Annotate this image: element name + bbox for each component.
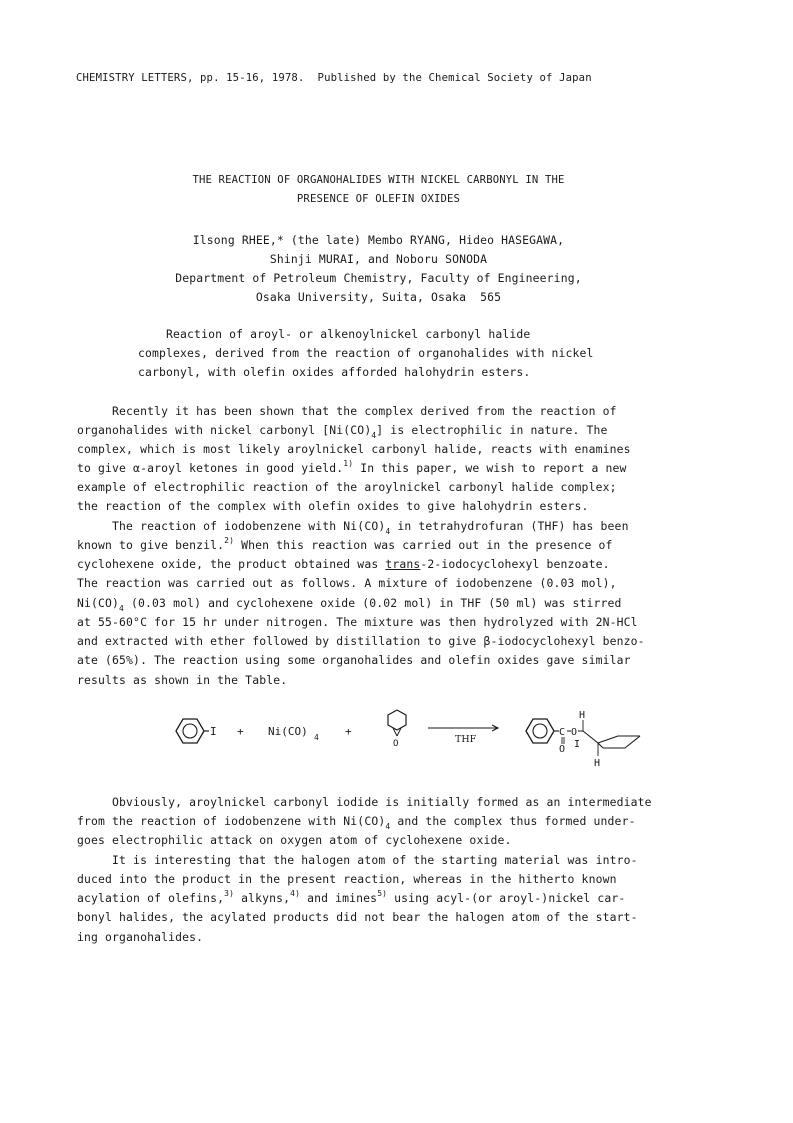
plus-sign: + — [345, 725, 352, 738]
reference-marker: 2) — [224, 536, 235, 545]
carbonyl-oxygen-label: O — [559, 744, 566, 755]
body-text-line: the reaction of the complex with olefin oxides to give halohydrin esters. — [77, 499, 589, 513]
body-text-line: Obviously, aroylnickel carbonyl iodide is initially formed as an intermediate — [77, 795, 652, 809]
abstract-line-1: Reaction of aroyl- or alkenoylnickel carbonyl halide — [138, 327, 531, 341]
body-text-line: goes electrophilic attack on oxygen atom of cyclohexene oxide. — [77, 833, 512, 847]
body-text-line: acylation of olefins,$^{3)}$ alkyns,$^{4)}$ and imines$^{5)}$ using acyl-(or aroyl-)nickel car- — [77, 889, 626, 905]
body-text-line: The reaction was carried out as follows. A mixture of iodobenzene (0.03 mol), — [77, 576, 617, 590]
reaction-scheme — [170, 706, 650, 776]
body-text-line: cyclohexene oxide, the product obtained was trans-2-iodocyclohexyl benzoate. — [77, 557, 610, 571]
body-text-line: complex, which is most likely aroylnickel carbonyl halide, reacts with enamines — [77, 442, 631, 456]
carbonyl-carbon-label: C — [559, 727, 566, 738]
authors-line-1: Ilsong RHEE,* (the late) Membo RYANG, Hideo HASEGAWA, — [192, 233, 565, 247]
hydrogen-bottom-label: H — [594, 758, 601, 769]
body-text-line: $Ni(CO)_4$ (0.03 mol) and cyclohexene oxide (0.02 mol) in THF (50 ml) was stirred — [77, 596, 622, 613]
body-text-line: Recently it has been shown that the complex derived from the reaction of — [77, 404, 617, 418]
paper-title-line-1: THE REACTION OF ORGANOHALIDES WITH NICKEL CARBONYL IN THE — [192, 174, 565, 186]
nickel-carbonyl-label: Ni(CO) — [268, 725, 308, 738]
paper-title-line-2: PRESENCE OF OLEFIN OXIDES — [296, 193, 461, 205]
reference-marker: 1) — [343, 459, 354, 468]
body-text-line: ing organohalides. — [77, 930, 204, 944]
benzene-ring-icon — [176, 719, 209, 743]
reference-marker: 4) — [290, 889, 301, 898]
hydrogen-top-label: H — [579, 710, 586, 721]
publisher-note: Published by the Chemical Society of Japan — [317, 72, 592, 84]
plus-sign: + — [237, 725, 244, 738]
body-text-line: and extracted with ether followed by distillation to give β-iodocyclohexyl benzo- — [77, 634, 645, 648]
body-text-line: ate (65%). The reaction using some organohalides and olefin oxides gave similar — [77, 653, 631, 667]
product-structure-icon — [526, 710, 640, 769]
body-text-line: at 55-60°C for 15 hr under nitrogen. The mixture was then hydrolyzed with 2N-HCl — [77, 615, 638, 629]
body-text-line: organohalides with nickel carbonyl $[Ni(CO)_4]$ is electrophilic in nature. The — [77, 423, 608, 440]
reference-marker: 5) — [377, 889, 388, 898]
body-text-line: The reaction of iodobenzene with $Ni(CO)_4$ in tetrahydrofuran (THF) has been — [77, 519, 629, 536]
affiliation-line-2: Osaka University, Suita, Osaka 565 — [255, 290, 502, 304]
cyclohexene-oxide-icon — [388, 710, 406, 749]
journal-header — [76, 72, 592, 84]
abstract-line-2: complexes, derived from the reaction of organohalides with nickel — [138, 346, 594, 360]
journal-citation: CHEMISTRY LETTERS, pp. 15-16, 1978. — [76, 72, 305, 84]
nickel-carbonyl-subscript: 4 — [314, 733, 319, 742]
arrow-condition-label: THF — [455, 734, 477, 745]
trans-underlined: trans — [385, 557, 421, 571]
affiliation-line-1: Department of Petroleum Chemistry, Faculty of Engineering, — [175, 271, 582, 285]
ester-oxygen-label: O — [571, 727, 578, 738]
abstract-line-3: carbonyl, with olefin oxides afforded halohydrin esters. — [138, 365, 531, 379]
body-text-line: known to give benzil.$^{2)}$ When this reaction was carried out in the presence of — [77, 536, 613, 552]
body-text-line: example of electrophilic reaction of the aroylnickel carbonyl halide complex; — [77, 480, 617, 494]
body-text-line: results as shown in the Table. — [77, 673, 288, 687]
body-text-line: to give α-aroyl ketones in good yield.$^{1)}$ In this paper, we wish to report a new — [77, 459, 627, 475]
epoxide-oxygen-label: O — [393, 739, 399, 749]
body-text-line: It is interesting that the halogen atom of the starting material was intro- — [77, 853, 638, 867]
body-text-line: bonyl halides, the acylated products did not bear the halogen atom of the start- — [77, 910, 638, 924]
body-text-line: from the reaction of iodobenzene with $Ni(CO)_4$ and the complex thus formed under- — [77, 814, 636, 831]
authors-line-2: Shinji MURAI, and Noboru SONODA — [269, 252, 488, 266]
iodine-label: I — [210, 725, 217, 738]
reference-marker: 3) — [224, 889, 235, 898]
reaction-arrow-icon — [428, 725, 498, 731]
iodine-substituent-label: I — [574, 739, 581, 750]
body-text-line: duced into the product in the present reaction, whereas in the hitherto known — [77, 872, 617, 886]
